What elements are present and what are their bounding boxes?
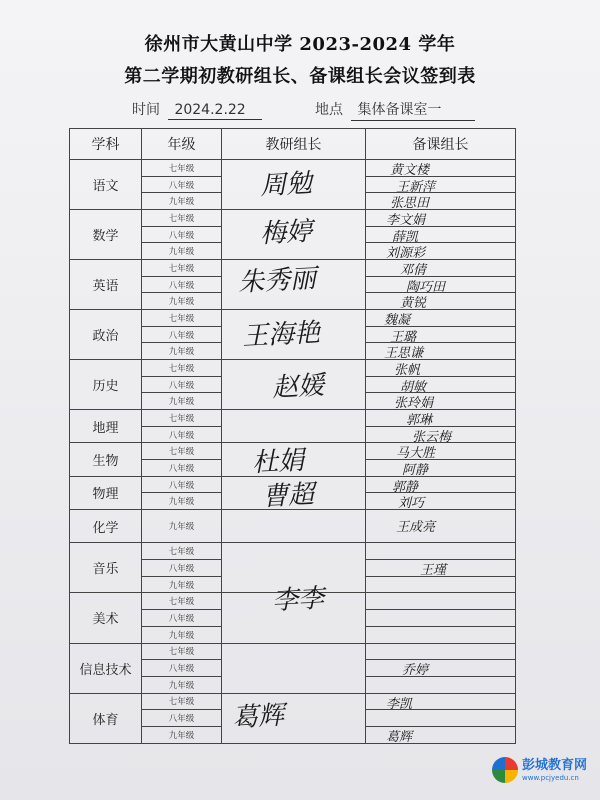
watermark-url: www.pcjyedu.cn: [522, 773, 579, 782]
grade-cell: 七年级: [142, 643, 222, 660]
meeting-time: [132, 99, 262, 120]
prep-lead-signature-cell: [366, 476, 516, 493]
prep-lead-signature-cell: [366, 326, 516, 343]
prep-lead-signature-cell: [366, 310, 516, 327]
header-subject: 学科: [70, 129, 142, 160]
prep-lead-signature-cell: [366, 726, 516, 743]
grade-cell: 九年级: [142, 726, 222, 743]
research-lead-signature: 葛辉: [231, 700, 285, 733]
prep-lead-signature: 郭静: [392, 479, 419, 495]
grade-cell: 七年级: [142, 593, 222, 610]
prep-lead-signature: 张帆: [394, 363, 421, 379]
table-row: [70, 593, 516, 610]
prep-lead-signature-cell: [366, 460, 516, 477]
table-header-row: [70, 129, 516, 160]
prep-lead-signature: 乔婷: [402, 663, 429, 679]
prep-lead-signature: 张思田: [390, 196, 430, 212]
grade-cell: 八年级: [142, 226, 222, 243]
prep-lead-signature: 王思谦: [384, 346, 424, 362]
research-lead-signature-cell: [222, 310, 366, 360]
prep-lead-signature-cell: [366, 576, 516, 593]
table-row: [70, 643, 516, 660]
table-row: [70, 443, 516, 460]
document-title-line-2: 第二学期初教研组长、备课组长会议签到表: [124, 66, 476, 87]
subject-cell: 音乐: [70, 543, 142, 593]
research-lead-signature-cell: [222, 584, 366, 643]
research-lead-signature-cell: [222, 510, 366, 543]
research-lead-signature: 赵媛: [271, 370, 325, 404]
grade-cell: 九年级: [142, 493, 222, 510]
grade-cell: 八年级: [142, 476, 222, 493]
research-lead-signature-cell: [222, 360, 366, 410]
subject-cell: 信息技术: [70, 643, 142, 693]
subject-cell: 体育: [70, 693, 142, 743]
prep-lead-signature-cell: [366, 243, 516, 260]
grade-cell: 九年级: [142, 510, 222, 543]
prep-lead-signature: 陶巧田: [406, 279, 446, 295]
time-label: 时间: [132, 102, 160, 118]
prep-lead-signature: 张玲娟: [394, 396, 434, 412]
prep-lead-signature: 魏凝: [384, 313, 411, 329]
research-lead-signature: 杜娟: [251, 446, 305, 479]
grade-cell: 八年级: [142, 460, 222, 477]
prep-lead-signature-cell: [366, 560, 516, 577]
subject-cell: 化学: [70, 510, 142, 543]
prep-lead-signature-cell: [366, 393, 516, 410]
grade-cell: 九年级: [142, 193, 222, 210]
grade-cell: 八年级: [142, 176, 222, 193]
grade-cell: 七年级: [142, 210, 222, 227]
prep-lead-signature-cell: [366, 643, 516, 660]
header-prep-lead: 备课组长: [366, 129, 516, 160]
grade-cell: 九年级: [142, 393, 222, 410]
subject-cell: 生物: [70, 443, 142, 476]
grade-cell: 九年级: [142, 626, 222, 643]
prep-lead-signature-cell: [366, 676, 516, 693]
grade-cell: 七年级: [142, 693, 222, 710]
grade-cell: 八年级: [142, 560, 222, 577]
grade-cell: 七年级: [142, 543, 222, 560]
research-lead-signature-cell: [222, 160, 366, 210]
grade-cell: 八年级: [142, 610, 222, 627]
prep-lead-signature: 郭琳: [406, 413, 433, 429]
prep-lead-signature: 李文娟: [386, 213, 426, 229]
research-lead-signature: 王海艳: [241, 318, 321, 353]
pcjyedu-watermark: [492, 752, 596, 788]
prep-lead-signature: 李凯: [386, 696, 413, 712]
research-lead-signature-cell: [222, 210, 366, 260]
prep-lead-signature: 胡敏: [400, 379, 427, 395]
prep-lead-signature-cell: [366, 626, 516, 643]
prep-lead-signature: 王成亮: [396, 520, 436, 536]
grade-cell: 八年级: [142, 426, 222, 443]
subject-cell: 政治: [70, 310, 142, 360]
research-lead-signature-cell: [222, 410, 366, 443]
subject-cell: 历史: [70, 360, 142, 410]
prep-lead-signature-cell: [366, 543, 516, 560]
time-value: 2024.2.22: [168, 102, 262, 120]
place-value: 集体备课室一: [351, 99, 475, 121]
research-lead-signature: 梅婷: [259, 216, 313, 250]
grade-cell: 七年级: [142, 443, 222, 460]
prep-lead-signature: 刘巧: [398, 496, 425, 512]
table-row: [70, 510, 516, 543]
prep-lead-signature: 邓倩: [400, 263, 427, 279]
grade-cell: 七年级: [142, 360, 222, 377]
research-lead-signature-cell: [222, 260, 366, 310]
prep-lead-signature-cell: [366, 443, 516, 460]
table-row: [70, 410, 516, 427]
prep-lead-signature: 王瑾: [420, 563, 447, 579]
table-row: [70, 360, 516, 377]
prep-lead-signature-cell: [366, 426, 516, 443]
grade-cell: 九年级: [142, 293, 222, 310]
place-label: 地点: [315, 102, 343, 118]
grade-cell: 七年级: [142, 160, 222, 177]
prep-lead-signature: 张云梅: [412, 429, 452, 445]
sign-in-table: [69, 128, 516, 744]
subject-cell: 英语: [70, 260, 142, 310]
prep-lead-signature-cell: [366, 593, 516, 610]
grade-cell: 七年级: [142, 260, 222, 277]
prep-lead-signature-cell: [366, 510, 516, 543]
subject-cell: 物理: [70, 476, 142, 509]
prep-lead-signature-cell: [366, 226, 516, 243]
prep-lead-signature: 葛辉: [386, 729, 413, 745]
table-row: [70, 160, 516, 177]
subject-cell: 地理: [70, 410, 142, 443]
research-lead-signature: 朱秀丽: [237, 264, 317, 299]
research-lead-signature: 周勉: [259, 168, 313, 202]
prep-lead-signature-cell: [366, 293, 516, 310]
table-row: [70, 693, 516, 710]
grade-cell: 九年级: [142, 576, 222, 593]
prep-lead-signature-cell: [366, 410, 516, 427]
grade-cell: 八年级: [142, 710, 222, 727]
prep-lead-signature-cell: [366, 376, 516, 393]
prep-lead-signature: 阿静: [402, 463, 429, 479]
header-research-lead: 教研组长: [222, 129, 366, 160]
prep-lead-signature-cell: [366, 610, 516, 627]
table-row: [70, 310, 516, 327]
prep-lead-signature-cell: [366, 176, 516, 193]
research-lead-signature-cell: [222, 443, 366, 479]
prep-lead-signature: 马大胜: [396, 446, 436, 462]
prep-lead-signature-cell: [366, 343, 516, 360]
pcjyedu-logo-icon: [492, 757, 518, 783]
prep-lead-signature-cell: [366, 710, 516, 727]
subject-cell: 数学: [70, 210, 142, 260]
header-grade: 年级: [142, 129, 222, 160]
grade-cell: 八年级: [142, 660, 222, 677]
prep-lead-signature: 刘源彩: [386, 246, 426, 262]
meeting-place: [315, 99, 475, 121]
prep-lead-signature: 薛凯: [392, 229, 419, 245]
prep-lead-signature-cell: [366, 660, 516, 677]
grade-cell: 九年级: [142, 243, 222, 260]
subject-cell: 语文: [70, 160, 142, 210]
grade-cell: 九年级: [142, 676, 222, 693]
prep-lead-signature: 黄锐: [400, 296, 427, 312]
grade-cell: 八年级: [142, 276, 222, 293]
table-row: [70, 543, 516, 560]
research-lead-signature-cell: [222, 693, 366, 743]
prep-lead-signature: 王璐: [390, 329, 417, 345]
prep-lead-signature-cell: [366, 160, 516, 177]
research-lead-signature: 李李: [271, 584, 325, 617]
grade-cell: 八年级: [142, 326, 222, 343]
research-lead-signature-cell: [222, 643, 366, 693]
research-lead-signature-cell: [222, 476, 366, 513]
prep-lead-signature-cell: [366, 210, 516, 227]
prep-lead-signature-cell: [366, 276, 516, 293]
prep-lead-signature-cell: [366, 193, 516, 210]
grade-cell: 九年级: [142, 343, 222, 360]
prep-lead-signature-cell: [366, 693, 516, 710]
subject-cell: 美术: [70, 593, 142, 643]
research-lead-signature: 曹超: [261, 479, 315, 513]
watermark-name: 彭城教育网: [522, 757, 588, 773]
table-row: [70, 210, 516, 227]
table-row: [70, 260, 516, 277]
table-row: [70, 476, 516, 493]
prep-lead-signature-cell: [366, 360, 516, 377]
prep-lead-signature: 黄文楼: [390, 163, 430, 178]
prep-lead-signature: 王新萍: [396, 179, 436, 195]
document-title-line-1: 徐州市大黄山中学 2023-2024 学年: [144, 34, 456, 55]
prep-lead-signature-cell: [366, 260, 516, 277]
grade-cell: 七年级: [142, 410, 222, 427]
prep-lead-signature-cell: [366, 493, 516, 510]
grade-cell: 八年级: [142, 376, 222, 393]
grade-cell: 七年级: [142, 310, 222, 327]
